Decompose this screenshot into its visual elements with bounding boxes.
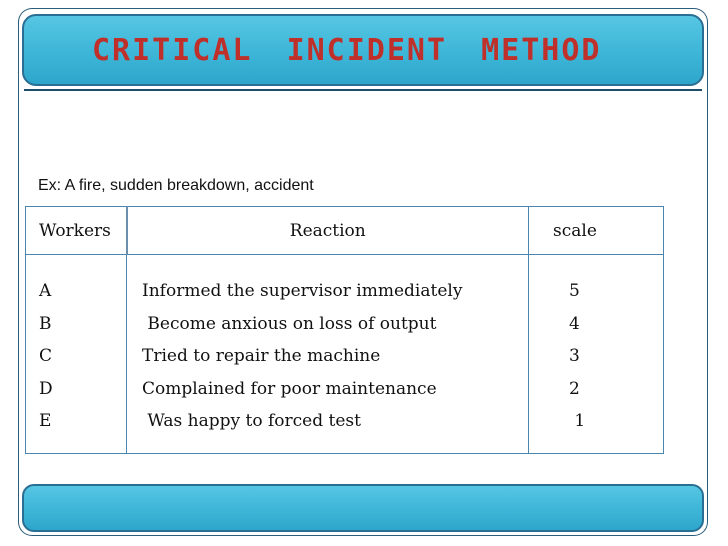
scale-cell: 3 <box>569 346 580 367</box>
worker-cell: C <box>39 346 53 367</box>
title-divider <box>24 89 702 91</box>
scale-cell: 1 <box>569 411 586 432</box>
title-word-2: INCIDENT <box>286 33 448 68</box>
table-header-row <box>26 207 664 255</box>
title-word-3: METHOD <box>481 33 602 68</box>
reaction-column <box>127 255 529 454</box>
incident-table <box>25 206 664 454</box>
reaction-cell: Tried to repair the machine <box>142 346 381 367</box>
example-text: Ex: A fire, sudden breakdown, accident <box>38 177 314 194</box>
header-reaction: Reaction <box>127 207 529 255</box>
table-body <box>26 255 664 454</box>
scale-cell: 2 <box>569 378 580 399</box>
worker-cell: E <box>39 411 52 432</box>
scale-cell: 5 <box>569 281 580 301</box>
reaction-cell: Informed the supervisor immediately <box>142 281 463 301</box>
scale-column <box>529 255 664 454</box>
scale-cell: 4 <box>569 313 580 334</box>
reaction-cell: Was happy to forced test <box>142 411 361 432</box>
slide-title <box>0 33 728 68</box>
workers-column <box>26 255 127 454</box>
worker-cell: B <box>39 313 52 334</box>
header-scale: scale <box>529 207 664 255</box>
title-word-1: CRITICAL <box>92 33 253 68</box>
worker-cell: A <box>39 281 52 301</box>
footer-bar <box>22 484 704 532</box>
reaction-cell: Complained for poor maintenance <box>142 378 437 399</box>
header-workers: Workers <box>26 207 127 255</box>
reaction-cell: Become anxious on loss of output <box>142 313 437 334</box>
worker-cell: D <box>39 378 53 399</box>
